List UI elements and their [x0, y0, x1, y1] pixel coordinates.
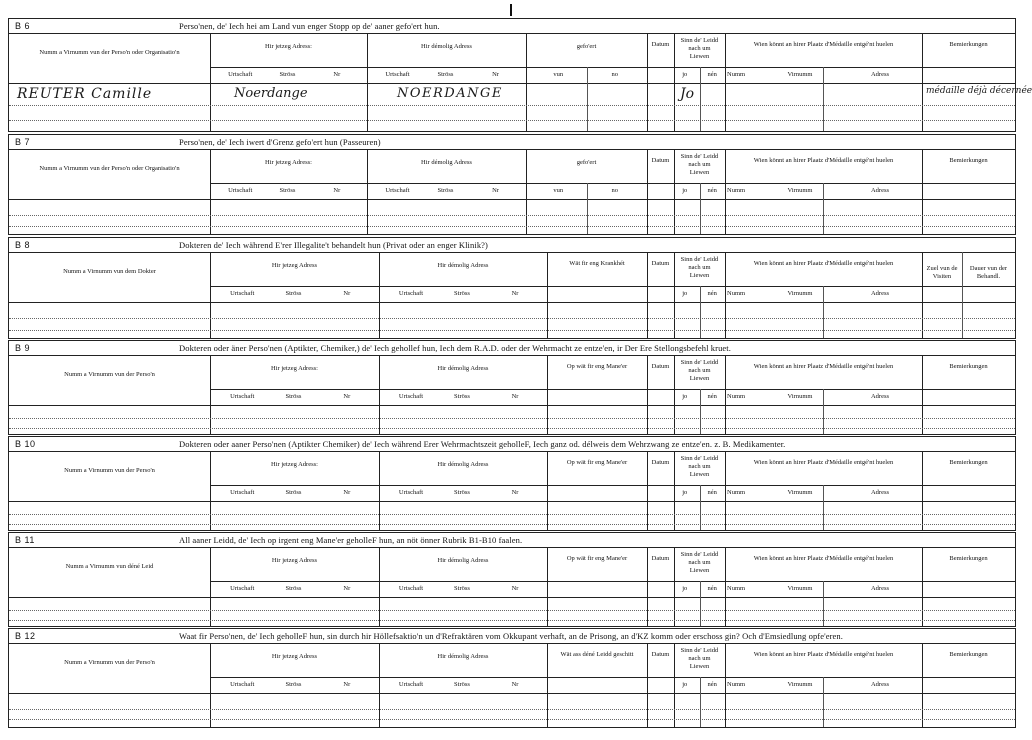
row-separator [9, 418, 1015, 419]
date-header: Datum [651, 260, 670, 267]
former-address-header: Hir démolig Adress [437, 262, 489, 269]
no-subheader: nén [707, 71, 717, 78]
town-subheader: Urtschaft [230, 681, 255, 688]
yes-no-divider [700, 286, 701, 338]
town-subheader: Urtschaft [385, 187, 410, 194]
row-separator [9, 428, 1015, 429]
current-address-header: Hir jetzeg Adress: [265, 159, 312, 166]
date-header: Datum [651, 157, 670, 164]
alive-header: Sinn de' Leidd nach um Liewen [680, 359, 719, 382]
no-subheader: nén [707, 187, 717, 194]
section-id: B 9 [15, 343, 31, 353]
number-subheader: Nr [511, 489, 519, 496]
former-address-header: Hir démolig Adress [437, 653, 489, 660]
yes-no-divider [700, 67, 701, 131]
alive-header: Sinn de' Leidd nach um Liewen [680, 37, 719, 60]
town-subheader: Urtschaft [230, 393, 255, 400]
method-header: Wät fir eng Krankhét [569, 260, 625, 267]
street-subheader: Ströss [285, 393, 302, 400]
recipient-address-subheader: Adress [870, 71, 890, 78]
street-subheader: Ströss [285, 290, 302, 297]
town-subheader: Urtschaft [398, 585, 424, 592]
header-bottom-line [9, 83, 1015, 84]
recipient-name-subheader: Numm [727, 290, 746, 297]
current-address-header: Hir jetzeg Adress: [271, 461, 318, 468]
yes-no-divider [700, 485, 701, 530]
number-subheader: Nr [343, 585, 351, 592]
former-address-header: Hir démolig Adress [437, 461, 489, 468]
header-bottom-line [9, 693, 1015, 694]
column-divider [725, 33, 726, 131]
column-divider [725, 149, 726, 234]
section-header [9, 135, 1015, 150]
number-subheader: Nr [343, 681, 351, 688]
number-subheader: Nr [333, 187, 341, 194]
recipient-address-subheader: Adress [870, 489, 890, 496]
section-title: Waat fir Perso'nen, de' Iech geholleF hun, sin durch hir Höllefsaktio'n un d'Refraktären vom Okkupant verhaft, an de Prisong, an d'KZ komm oder erschoss gin? Och d'Emsiedlung opfe'eren. [179, 631, 843, 641]
recipient-firstname-subheader: Virnumm [787, 681, 813, 688]
column-divider [547, 252, 548, 338]
recipient-address-subheader: Adress [870, 585, 890, 592]
medal-recipient-header: Wien könnt an hirer Plaatz d'Médaille entgé'nt huelen [753, 41, 894, 48]
row-separator [9, 105, 1015, 106]
street-subheader: Ströss [279, 187, 296, 194]
town-subheader: Urtschaft [230, 585, 255, 592]
current-address-header: Hir jetzeg Adress: [271, 365, 318, 372]
section-b10 [8, 436, 1016, 531]
number-subheader: Nr [343, 489, 351, 496]
number-subheader: Nr [492, 187, 499, 194]
visits-count-header: Zuel vun de Visiten [926, 265, 958, 280]
section-id: B 6 [15, 21, 31, 31]
date-header: Datum [651, 363, 670, 370]
former-address-header: Hir démolig Adress [437, 365, 489, 372]
recipient-firstname-subheader: Virnumm [787, 489, 813, 496]
transported-header: gefo'ert [576, 159, 597, 166]
to-subheader: no [611, 71, 618, 78]
town-subheader: Urtschaft [398, 393, 424, 400]
recipient-address-subheader: Adress [870, 681, 890, 688]
header-bottom-line [9, 199, 1015, 200]
to-subheader: no [611, 187, 618, 194]
no-subheader: nén [707, 489, 717, 496]
no-subheader: nén [707, 681, 717, 688]
recipient-col-divider [823, 183, 824, 234]
recipient-address-subheader: Adress [870, 187, 890, 194]
row-separator [9, 709, 1015, 710]
name-column-header: Numm a Virnumm vun der Perso'n [64, 467, 155, 474]
remarks-header: Bemierkungen [949, 459, 988, 466]
header-sub-line [210, 485, 1015, 486]
recipient-firstname-subheader: Virnumm [787, 187, 813, 194]
recipient-address-subheader: Adress [870, 393, 890, 400]
remarks-header: Bemierkungen [949, 555, 988, 562]
date-header: Datum [651, 651, 670, 658]
section-title: Perso'nen, de' Iech iwert d'Grenz gefo'ert hun (Passeuren) [179, 137, 381, 147]
header-sub-line [210, 67, 1015, 68]
former-address-header: Hir démolig Adress [437, 557, 489, 564]
section-header [9, 19, 1015, 34]
name-column-header: Numm a Virnumm vun der Perso'n [64, 659, 155, 666]
current-address-header: Hir jetzeg Adress: [265, 43, 312, 50]
recipient-col-divider [823, 485, 824, 530]
medal-recipient-header: Wien könnt an hirer Plaatz d'Médaille entgé'nt huelen [753, 260, 894, 267]
column-divider [547, 547, 548, 626]
yes-no-divider [700, 389, 701, 434]
header-sub-line [210, 677, 1015, 678]
section-header [9, 533, 1015, 548]
header-bottom-line [9, 302, 1015, 303]
town-subheader: Urtschaft [228, 71, 253, 78]
yes-no-divider [700, 183, 701, 234]
handwritten-former-town: NOERDANGE [397, 86, 503, 101]
street-subheader: Ströss [285, 489, 302, 496]
medal-recipient-header: Wien könnt an hirer Plaatz d'Médaille entgé'nt huelen [753, 651, 894, 658]
method-header: Op wät fir eng Mane'er [566, 459, 628, 466]
street-subheader: Ströss [285, 681, 302, 688]
street-subheader: Ströss [454, 290, 470, 297]
method-header: Op wät fir eng Mane'er [566, 363, 628, 370]
remarks-header: Bemierkungen [949, 651, 988, 658]
alive-header: Sinn de' Leidd nach um Liewen [680, 551, 719, 574]
recipient-firstname-subheader: Virnumm [787, 71, 813, 78]
remarks-header: Bemierkungen [949, 363, 988, 370]
number-subheader: Nr [333, 71, 341, 78]
from-to-divider [587, 67, 588, 131]
recipient-name-subheader: Numm [727, 489, 746, 496]
number-subheader: Nr [511, 393, 519, 400]
town-subheader: Urtschaft [228, 187, 253, 194]
header-sub-line [210, 389, 1015, 390]
yes-subheader: jo [682, 585, 688, 592]
column-divider [725, 547, 726, 626]
current-address-header: Hir jetzeg Adress [271, 557, 318, 564]
street-subheader: Ströss [454, 585, 470, 592]
number-subheader: Nr [511, 585, 519, 592]
section-b8 [8, 237, 1016, 339]
name-column-header: Numm a Virnumm vun der Perso'n oder Organisatio'n [39, 165, 180, 172]
date-header: Datum [651, 555, 670, 562]
header-sub-line [210, 286, 1015, 287]
column-divider [725, 355, 726, 434]
column-divider [547, 643, 548, 727]
town-subheader: Urtschaft [398, 489, 424, 496]
number-subheader: Nr [511, 681, 519, 688]
section-b12 [8, 628, 1016, 728]
header-bottom-line [9, 597, 1015, 598]
street-subheader: Ströss [454, 489, 470, 496]
row-separator [9, 120, 1015, 121]
no-subheader: nén [707, 290, 717, 297]
recipient-name-subheader: Numm [727, 681, 746, 688]
recipient-name-subheader: Numm [727, 71, 746, 78]
row-separator [9, 514, 1015, 515]
row-separator [9, 610, 1015, 611]
town-subheader: Urtschaft [385, 71, 410, 78]
yes-no-divider [700, 581, 701, 626]
section-header [9, 437, 1015, 452]
number-subheader: Nr [343, 290, 351, 297]
date-header: Datum [651, 41, 670, 48]
medal-recipient-header: Wien könnt an hirer Plaatz d'Médaille entgé'nt huelen [753, 459, 894, 466]
name-column-header: Numm a Virnumm vun déné Leid [65, 563, 154, 570]
yes-subheader: jo [682, 681, 688, 688]
town-subheader: Urtschaft [230, 290, 255, 297]
handwritten-remark: médaille déjà décernée [926, 86, 1032, 96]
recipient-firstname-subheader: Virnumm [787, 393, 813, 400]
section-b9 [8, 340, 1016, 435]
alive-header: Sinn de' Leidd nach um Liewen [680, 455, 719, 478]
recipient-name-subheader: Numm [727, 187, 746, 194]
alive-header: Sinn de' Leidd nach um Liewen [680, 647, 719, 670]
street-subheader: Ströss [437, 71, 454, 78]
section-title: All aaner Leidd, de' Iech op irgent eng Mane'er geholleF hun, an nöt önner Rubrik B1-B10 faalen. [179, 535, 523, 545]
remarks-header: Bemierkungen [949, 157, 988, 164]
transported-header: gefo'ert [576, 43, 597, 50]
no-subheader: nén [707, 585, 717, 592]
method-header: Wät ass déné Leidd geschitt [560, 651, 634, 658]
column-divider [725, 451, 726, 530]
visits-duration-divider [962, 252, 963, 338]
section-b7 [8, 134, 1016, 235]
yes-subheader: jo [682, 393, 688, 400]
section-b11 [8, 532, 1016, 627]
section-title: Dokteren oder äner Perso'nen (Aptikter, Chemiker,) de' Iech gehollef hun, Iech dem R.A.D. oder der Wehrmacht ze entze'en, ir Der Ere Stellongsbefehl kruet. [179, 343, 731, 353]
treatment-duration-header: Dauer vun der Behandl. [969, 265, 1008, 280]
medal-recipient-header: Wien könnt an hirer Plaatz d'Médaille entgé'nt huelen [753, 157, 894, 164]
recipient-firstname-subheader: Virnumm [787, 585, 813, 592]
section-title: Perso'nen, de' Iech hei am Land vun enger Stopp op de' aaner gefo'ert hun. [179, 21, 440, 31]
column-divider [547, 451, 548, 530]
medal-recipient-header: Wien könnt an hirer Plaatz d'Médaille entgé'nt huelen [753, 555, 894, 562]
street-subheader: Ströss [454, 393, 470, 400]
section-id: B 8 [15, 240, 31, 250]
town-subheader: Urtschaft [398, 681, 424, 688]
alive-header: Sinn de' Leidd nach um Liewen [680, 256, 719, 279]
header-sub-line [210, 183, 1015, 184]
recipient-col-divider [823, 677, 824, 727]
number-subheader: Nr [511, 290, 519, 297]
street-subheader: Ströss [285, 585, 302, 592]
recipient-address-subheader: Adress [870, 290, 890, 297]
section-id: B 7 [15, 137, 31, 147]
yes-subheader: jo [682, 489, 688, 496]
column-divider [547, 355, 548, 434]
column-divider [674, 33, 675, 131]
from-subheader: vun [553, 187, 564, 194]
yes-subheader: jo [682, 71, 688, 78]
section-b6 [8, 18, 1032, 132]
section-title: Dokteren oder aaner Perso'nen (Aptikter Chemiker) de' Iech während Erer Wehrmachtszeit geholleF, Iech ganz od. délweis dem Wehrzwang ze entze'en. z. B. Medikamenter. [179, 439, 786, 449]
row-separator [9, 524, 1015, 525]
street-subheader: Ströss [454, 681, 470, 688]
number-subheader: Nr [343, 393, 351, 400]
header-bottom-line [9, 501, 1015, 502]
name-column-header: Numm a Virnumm vun der Perso'n oder Organisatio'n [39, 49, 180, 56]
column-divider [922, 252, 923, 338]
row-separator [9, 330, 1015, 331]
former-address-header: Hir démolig Adress [421, 159, 472, 166]
recipient-col-divider [823, 286, 824, 338]
recipient-name-subheader: Numm [727, 393, 746, 400]
name-column-header: Numm a Virnumm vun dem Dokter [63, 268, 156, 275]
column-divider [725, 643, 726, 727]
method-header: Op wät fir eng Mane'er [566, 555, 628, 562]
from-to-divider [587, 183, 588, 234]
no-subheader: nén [707, 393, 717, 400]
column-divider [725, 252, 726, 338]
section-header [9, 629, 1015, 644]
street-subheader: Ströss [279, 71, 296, 78]
name-column-header: Numm a Virnumm vun der Perso'n [64, 371, 155, 378]
row-separator [9, 318, 1015, 319]
header-bottom-line [9, 405, 1015, 406]
section-id: B 10 [15, 439, 36, 449]
section-id: B 11 [15, 535, 35, 545]
town-subheader: Urtschaft [230, 489, 255, 496]
medal-recipient-header: Wien könnt an hirer Plaatz d'Médaille entgé'nt huelen [753, 363, 894, 370]
handwritten-alive-yes: Jo [680, 86, 695, 102]
date-header: Datum [651, 459, 670, 466]
top-tick-mark [510, 4, 512, 16]
section-header [9, 238, 1015, 253]
section-title: Dokteren de' Iech während E'rer Illegalite't behandelt hun (Privat oder an enger Klinik?) [179, 240, 488, 250]
street-subheader: Ströss [437, 187, 454, 194]
former-address-header: Hir démolig Adress [421, 43, 472, 50]
row-separator [9, 620, 1015, 621]
from-subheader: vun [553, 71, 564, 78]
row-separator [9, 215, 1015, 216]
remarks-header: Bemierkungen [949, 41, 988, 48]
row-separator [9, 226, 1015, 227]
current-address-header: Hir jetzeg Adress [271, 262, 318, 269]
section-header [9, 341, 1015, 356]
yes-subheader: jo [682, 290, 688, 297]
yes-no-divider [700, 677, 701, 727]
alive-header: Sinn de' Leidd nach um Liewen [680, 153, 719, 176]
handwritten-current-town: Noerdange [234, 86, 308, 101]
recipient-col-divider [823, 389, 824, 434]
handwritten-name: REUTER Camille [17, 86, 153, 102]
section-id: B 12 [15, 631, 36, 641]
header-sub-line [210, 581, 1015, 582]
recipient-firstname-subheader: Virnumm [787, 290, 813, 297]
yes-subheader: jo [682, 187, 688, 194]
row-separator [9, 719, 1015, 720]
recipient-name-subheader: Numm [727, 585, 746, 592]
town-subheader: Urtschaft [398, 290, 424, 297]
number-subheader: Nr [492, 71, 499, 78]
recipient-col-divider [823, 581, 824, 626]
recipient-col-divider [823, 67, 824, 131]
current-address-header: Hir jetzeg Adress [271, 653, 318, 660]
